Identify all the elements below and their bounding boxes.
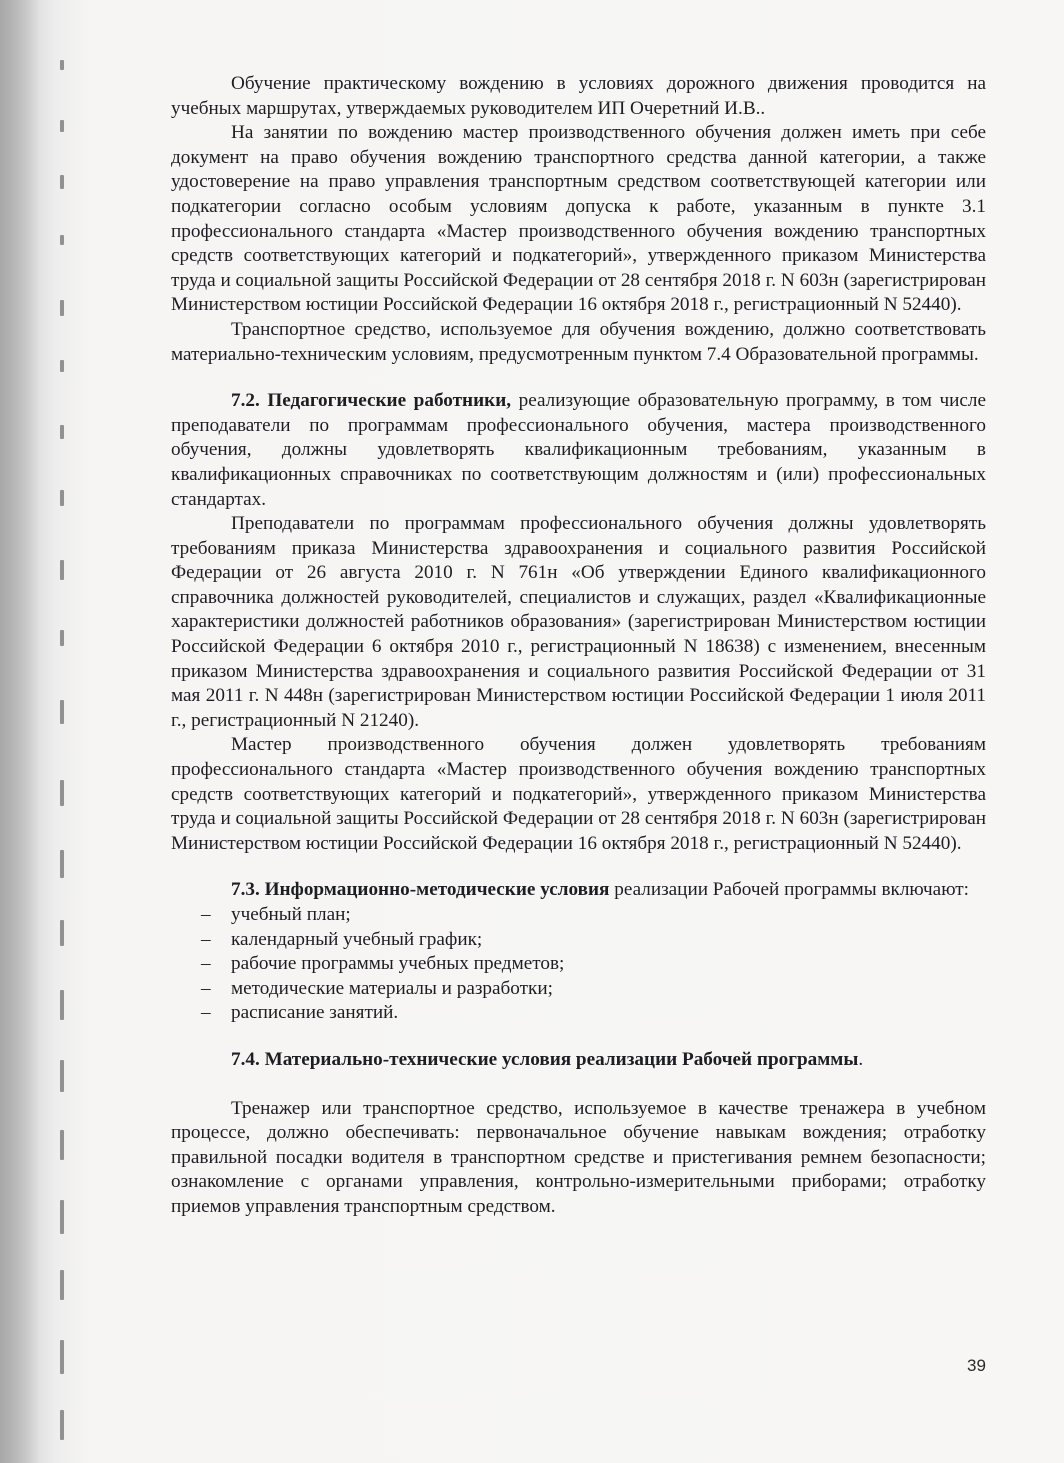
dash-marker: –	[201, 904, 211, 925]
list-item	[171, 1001, 986, 1026]
dash-marker: –	[201, 1002, 211, 1024]
scan-shadow-edge	[0, 0, 40, 1463]
list-item-text: учебный план;	[231, 904, 351, 925]
section-7-3-title: 7.3. Информационно-методические условия	[231, 879, 610, 901]
section-7-2-text: реализующие образовательную программу, в том числе преподаватели по программам профессионального обучения, мастера производственного обучения, должны удовлетворять квалификационным требованиям, указанным в квалификационных справочниках по соответствующим должностям и (или) профессиональных стандартах.	[171, 390, 986, 510]
binding-holes	[58, 0, 68, 1463]
paragraph-teacher-requirements: Преподаватели по программам профессионального обучения должны удовлетворять требованиям приказа Министерства здравоохранения и социального развития Российской Федерации от 26 августа 2010 г. N 761н «Об утверждении Единого квалификационного справочника должностей руководителей, специалистов и служащих, раздел «Квалификационные характеристики должностей работников образования» (зарегистрирован Министерством юстиции Российской Федерации 6 октября 2010 г., регистрационный N 18638) с изменением, внесенным приказом Министерства здравоохранения и социального развития Российской Федерации от 31 мая 2011 г. N 448н (зарегистрирован Министерством юстиции Российской Федерации 1 июля 2011 г., регистрационный N 21240).	[171, 513, 986, 731]
page-number: 39	[967, 1356, 986, 1375]
paragraph-instructor-documents: На занятии по вождению мастер производственного обучения должен иметь при себе документ на право обучения вождению транспортного средства данной категории, а также удостоверение на право управления транспортным средством соответствующей категории или подкатегории согласно особым условиям допуска к работе, указанным в пункте 3.1 профессионального стандарта «Мастер производственного обучения вождению транспортных средств соответствующих категорий и подкатегорий», утвержденного приказом Министерства труда и социальной защиты Российской Федерации от 28 сентября 2018 г. N 603н (зарегистрирован Министерством юстиции Российской Федерации 16 октября 2018 г., регистрационный N 52440).	[171, 122, 986, 316]
list-item	[171, 928, 986, 953]
dash-marker: –	[201, 928, 211, 950]
list-item-text: календарный учебный график;	[231, 928, 483, 950]
paragraph-driving-routes: Обучение практическому вождению в условиях дорожного движения проводится на учебных маршрутах, утверждаемых руководителем ИП Очеретний И.В..	[171, 73, 986, 119]
paragraph-simulator-requirements: Тренажер или транспортное средство, используемое в качестве тренажера в учебном процессе, должно обеспечивать: первоначальное обучение навыкам вождения; отработку правильной посадки водителя в транспортном средстве и пристегивания ремнем безопасности; ознакомление с органами управления, контрольно-измерительными приборами; отработку приемов управления транспортным средством.	[171, 1097, 986, 1217]
section-7-3-text: реализации Рабочей программы включают:	[609, 879, 969, 901]
dash-marker: –	[201, 977, 211, 999]
section-7-4-heading	[171, 1048, 986, 1073]
section-7-2-title: 7.2. Педагогические работники,	[231, 390, 512, 412]
paragraph-master-requirements: Мастер производственного обучения должен удовлетворять требованиям профессионального стандарта «Мастер производственного обучения вождению транспортных средств соответствующих категорий и подкатегорий», утвержденного приказом Министерства труда и социальной защиты Российской Федерации от 28 сентября 2018 г. N 603н (зарегистрирован Министерством юстиции Российской Федерации 16 октября 2018 г., регистрационный N 52440).	[171, 734, 986, 854]
section-7-3-list	[171, 903, 986, 1026]
list-item	[171, 903, 986, 928]
section-7-4-title: 7.4. Материально-технические условия реализации Рабочей программы	[231, 1048, 859, 1070]
document-body	[171, 72, 986, 1220]
section-7-4-title-end: .	[858, 1048, 864, 1070]
list-item-text: расписание занятий.	[231, 1002, 399, 1024]
paragraph-vehicle-requirements: Транспортное средство, используемое для обучения вождению, должно соответствовать материально-техническим условиям, предусмотренным пунктом 7.4 Образовательной программы.	[171, 318, 986, 365]
section-7-3-intro	[171, 878, 986, 903]
list-item	[171, 952, 986, 977]
section-7-2-intro	[171, 389, 986, 512]
list-item-text: рабочие программы учебных предметов;	[231, 953, 565, 975]
dash-marker: –	[201, 953, 211, 975]
list-item	[171, 977, 986, 1002]
list-item-text: методические материалы и разработки;	[231, 977, 553, 999]
